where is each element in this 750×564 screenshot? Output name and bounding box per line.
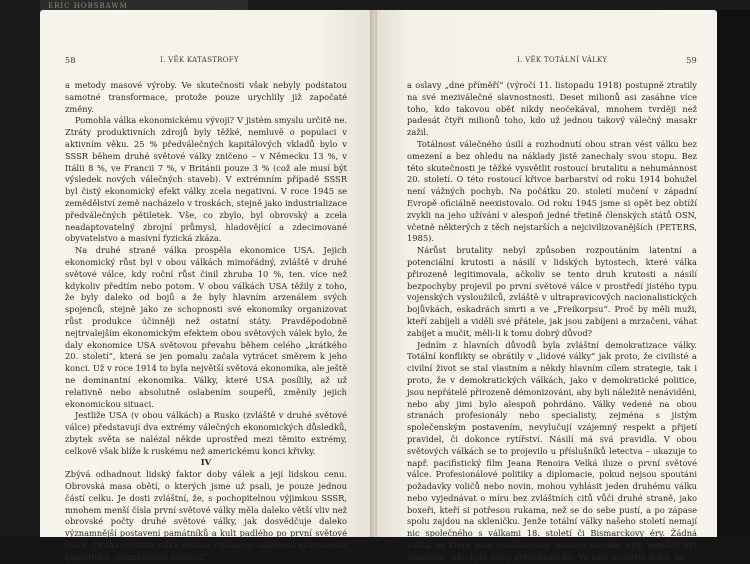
paragraph: Jestliže USA (v obou válkách) a Rusko (zvláště v druhé světové válce) představují dva extrémy válečných ekonomických důsledků, zbytek světa se nalézal někde uprostřed mezi těmito extrémy, celkově však blíže k ruskému než americkému konci křivky. [65,410,347,456]
paragraph: Nárůst brutality nebyl způsoben rozpoutáním latentní a potenciální krutosti a násilí v lidských bytostech, které válka přirozeně legitimovala, ačkoliv se tento druh krutosti a násilí bezpochyby projevil po první světové válce v prostředí jistého typu vojenských vysloužilců, zvláště v ultrapravicových nacionalistických bojůvkách, eskadrách smrti a ve „Freikorpsu“. Proč by měli muži, kteří zabíjeli a viděli své přátele, jak jsou zabíjeni a mrzačeni, váhat zabíjet a mučit, měli-li k tomu dobrý důvod? [407,245,697,338]
left-page-number: 58 [65,56,76,65]
spine-text: ERIC HOBSBAWM [48,2,128,10]
left-body-text [65,80,347,564]
right-chapter-title: I. VĚK TOTÁLNÍ VÁLKY [517,56,608,64]
dark-background-edge [717,10,750,537]
left-page [40,10,372,562]
right-page-number: 59 [686,56,697,65]
paragraph: Jedním z hlavních důvodů byla zvláštní demokratizace války. Totální konflikty se obrátily v „lidové války“ jak proto, že civilisté a civilní život se stal vlastním a někdy hlavním cílem strategie, tak i proto, že v demokratických válkách, jako v demokratické politice, jsou nepřátelé přirozeně démonizováni, aby byli náležitě nenáviděni, nebo aby jimi bylo alespoň pohrdáno. Války vedené na obou stranách profesionály nebo specialisty, zejména s jistým společenským postavením, nevylučují vzájemný respekt a přijetí pravidel, či dokonce rytířství. Násilí má svá pravidla. V obou světových válkách se to projevilo u příslušníků letectva – ukazuje to např. pacifistický film Jeana Renoira Velká iluze o první světové válce. Profesionálové politiky a diplomacie, pokud nejsou spoutáni požadavky voličů nebo novin, mohou vyhlásit jeden druhému válku nebo vyjednávat o míru bez zvláštních citů vůči druhé straně, jako boxeři, kteří si potřesou rukama, než se do sebe pustí, a po zápase spolu zajdou na skleničku. Jenže totální války našeho století nemají nic společného s válkami 18. století či Bismarckovy éry. Žádná válka, ve které jsou mobilizovány masové národní city, nemůže být omezena, jako byly války aristokratické. Ve naší moderní době, za [407,339,697,562]
right-body-text [407,80,697,564]
paragraph: a metody masové výroby. Ve skutečnosti však nebyly podstatou samotné transformace, protože pouze urychlily již započaté změny. [65,80,347,114]
paragraph: a oslavy „dne příměří“ (výročí 11. listopadu 1918) postupně ztratily na své meziválečné slavnostnosti. Deset milionů asi zasáhne více toho, kdo takovou oběť nikdy neočekával, mnohem tvrději než padesát čtyři milionů toho, kdo už jednou takový válečný masakr zažil. [407,80,697,138]
paragraph: Zbývá odhadnout lidský faktor doby válek a její lidskou cenu. Obrovská masa obětí, o kterých jsme už psali, je pouze jednou částí celku. Je dosti zvláštní, že, s pochopitelnou výjimkou SSSR, mnohem menší čísla první světové války měla daleko větší vliv než obrovské počty druhé světové války, jak dosvědčuje daleko významnější postavení památníků a kult padlého po první světové válce. Druhá světová válka nedala vzniknout žádnému ekvivalentu památníků „neznámému vojínovi“ [65,469,347,562]
section-heading: IV [200,457,212,468]
left-chapter-title: I. VĚK KATASTROFY [160,56,239,64]
paragraph: Totálnost válečného úsilí a rozhodnutí obou stran vést válku bez omezení a bez ohledu na náklady jistě zanechaly svou stopu. Bez této skutečnosti je těžké vysvětlit rostoucí brutalitu a nehumánnost 20. století. O této rostoucí křivce barbarství od roku 1914 bohužel není vážných pochyb. Na počátku 20. století mučení v západní Evropě oficiálně neexistovalo. Od roku 1945 jsme si opět bez obtíží zvykli na jeho užívání v alespoň jedné třetině členských států OSN, včetně některých z těch nejstarších a nejcivilizovanějších (PETERS, 1985). [407,138,697,244]
paragraph: Pomohla válka ekonomickému vývoji? V jistém smyslu určitě ne. Ztráty produktivních zdrojů byly těžké, nemluvě o populaci v aktivním věku. 25 % předválečných kapitálových vkladů bylo v SSSR během druhé světové války zničeno – v Německu 13 %, v Itálii 8 %, ve Francii 7 %, v Británii pouze 3 % (což ale musí být výsledek nových válečných staveb). V extrémním případě SSSR byl čistý ekonomický efekt války zcela negativní. V roce 1945 se zemědělství země nacházelo v troskách, stejně jako industrializace předválečných pětiletek. Vše, co zbylo, byl obrovský a zcela neadaptovatelný zbrojní průmysl, hladovějící a zdecimované obyvatelstvo a masivní fyzická zkáza. [65,115,347,244]
right-page [377,10,717,562]
paragraph: Na druhé straně válka prospěla ekonomice USA. Jejich ekonomický růst byl v obou válkách mimořádný, zvláště v druhé světové válce, kdy roční růst činil zhruba 10 %, ten. více než kdykoliv předtím nebo potom. V obou válkách USA těžily z toho, že byly daleko od bojů a že byly hlavním arzenálem svých spojenců, stejně jako ze schopnosti své ekonomiky organizovat růst produkce účinněji než ostatní státy. Pravděpodobně nejtrvalejším ekonomickým efektem obou světových válek bylo, že daly ekonomice USA světovou převahu během celého „krátkého 20. století“, která se jen pomalu začala vytrácet směrem k jeho konci. Už v roce 1914 to byla největší světová ekonomika, ale ještě ne dominantní ekonomika. Války, které USA posílily, až už relativně nebo absolutně oslabením soupeřů, změnily jejich ekonomickou situaci. [65,245,347,409]
